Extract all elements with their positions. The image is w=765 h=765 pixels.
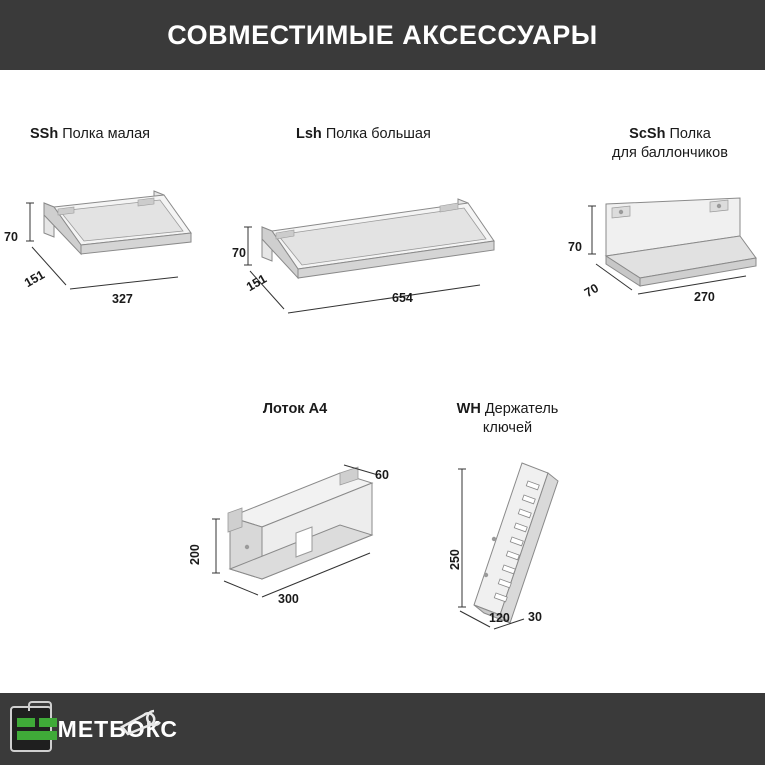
product-scsh-caption	[585, 125, 755, 163]
brand-name: МЕТБОКС	[57, 715, 178, 742]
dim-wh-depth: 30	[528, 610, 542, 624]
shelf-spray-illustration	[580, 190, 760, 310]
product-scsh-drawing	[580, 190, 760, 310]
product-wh-caption	[420, 400, 595, 438]
product-lsh-drawing	[240, 185, 530, 315]
dim-ssh-height: 70	[4, 230, 18, 244]
shelf-large-illustration	[240, 185, 530, 315]
dim-lsh-width: 654	[392, 291, 413, 305]
page-header	[0, 0, 765, 70]
dim-ssh-depth: 151	[22, 267, 48, 291]
dim-ssh-width: 327	[112, 292, 133, 306]
product-scsh-name: Полка	[669, 126, 711, 142]
product-ssh-caption	[30, 125, 260, 144]
product-scsh-name2: для баллончиков	[612, 145, 728, 161]
product-wh-name: Держатель	[484, 401, 559, 417]
product-tray-caption	[200, 400, 390, 419]
wrench-icon	[118, 707, 164, 737]
dim-scsh-height: 70	[568, 240, 582, 254]
product-tray	[200, 400, 390, 419]
product-lsh-name: Полка большая	[325, 126, 431, 142]
dim-lsh-depth: 151	[244, 271, 270, 295]
dim-tray-height: 200	[188, 544, 202, 565]
product-ssh-name: Полка малая	[62, 126, 151, 142]
page-footer	[0, 693, 765, 765]
product-wh	[420, 400, 595, 438]
dim-tray-depth: 60	[375, 468, 389, 482]
dim-wh-height: 250	[448, 549, 462, 570]
dim-lsh-height: 70	[232, 246, 246, 260]
product-scsh-code: ScSh	[629, 126, 666, 142]
product-scsh	[585, 125, 755, 163]
toolbox-icon	[10, 706, 52, 752]
product-wh-drawing	[440, 455, 590, 635]
product-lsh-caption	[296, 125, 576, 144]
page-title: СОВМЕСТИМЫЕ АКСЕССУАРЫ	[167, 19, 598, 50]
product-wh-code: WH	[456, 401, 481, 417]
dim-scsh-depth: 70	[582, 281, 602, 301]
product-tray-code: Лоток	[262, 401, 305, 417]
product-ssh	[30, 125, 260, 144]
wrench-holder-illustration	[440, 455, 590, 635]
product-lsh	[296, 125, 576, 144]
product-wh-name2: ключей	[482, 420, 533, 436]
dim-wh-width: 120	[489, 611, 510, 625]
dim-tray-width: 300	[278, 592, 299, 606]
dim-scsh-width: 270	[694, 290, 715, 304]
product-ssh-code: SSh	[30, 126, 59, 142]
product-tray-name: А4	[308, 401, 328, 417]
product-lsh-code: Lsh	[296, 126, 322, 142]
